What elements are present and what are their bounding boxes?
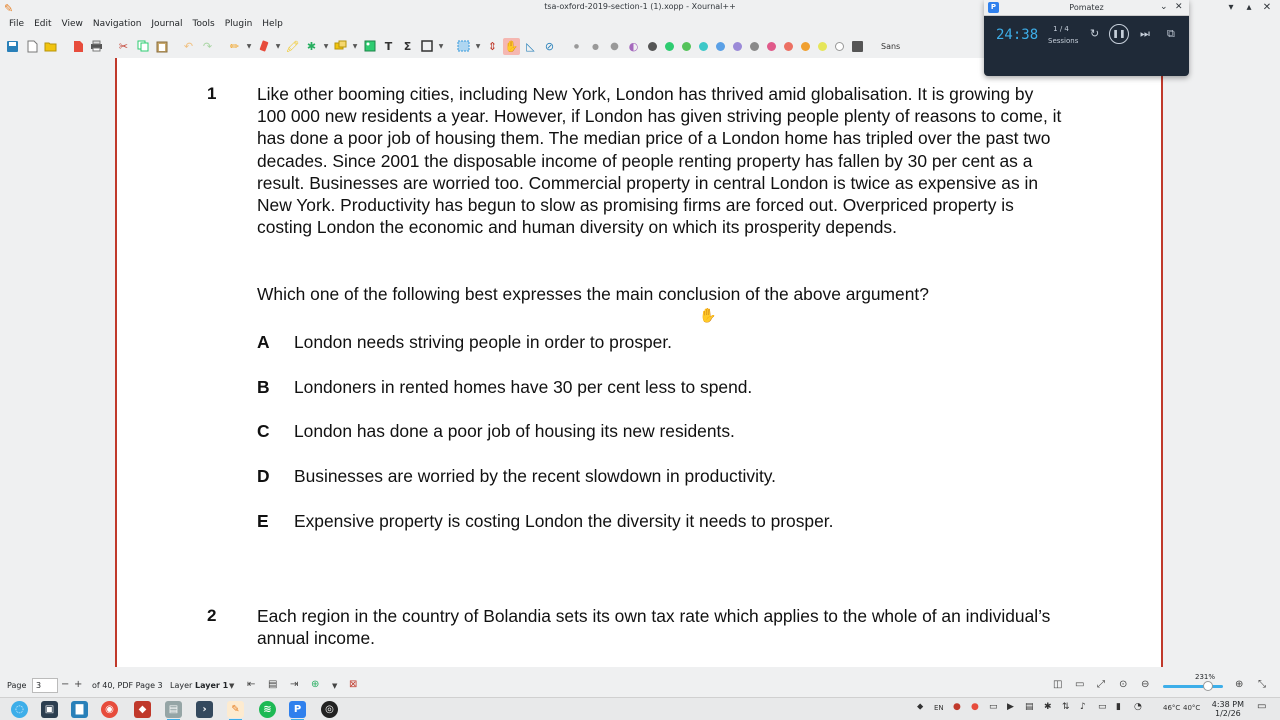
pen-dropdown-icon[interactable]: ▼ <box>246 42 252 50</box>
zoom-slider[interactable] <box>1163 685 1223 688</box>
option-text: Businesses are worried by the recent slowdown in productivity. <box>294 466 777 486</box>
copy-icon[interactable] <box>134 38 151 55</box>
zoom-out-icon[interactable]: ⊖ <box>1141 679 1150 690</box>
color-swatch[interactable] <box>818 42 827 51</box>
color-swatch[interactable] <box>835 42 844 51</box>
layer-dropdown-icon[interactable]: ▼ <box>229 682 235 690</box>
shape-dropdown-icon[interactable]: ▼ <box>323 42 329 50</box>
cpu-temp: 46°C <box>1163 704 1181 712</box>
clipboard-icon[interactable]: ▤ <box>1025 702 1034 712</box>
pause-button[interactable]: ❚❚ <box>1109 24 1129 44</box>
option-d <box>257 466 776 487</box>
page-increment-button[interactable]: + <box>74 679 83 690</box>
new-document-icon[interactable] <box>23 38 40 55</box>
session-label: Sessions <box>1048 37 1079 45</box>
add-page-dropdown-icon[interactable]: ▼ <box>332 682 338 690</box>
color-swatch[interactable] <box>682 42 691 51</box>
color-swatch[interactable] <box>733 42 742 51</box>
page-layout-icon[interactable]: ▤ <box>268 679 278 690</box>
clock-time: 4:38 PM <box>1211 700 1244 709</box>
color-swatch[interactable] <box>716 42 725 51</box>
page-number-input[interactable]: 3 <box>32 678 58 693</box>
tray-app-icon[interactable]: ▭ <box>989 702 998 712</box>
shape-tool-icon[interactable]: ✱ <box>306 39 317 53</box>
delete-page-icon[interactable]: ⊠ <box>349 679 358 690</box>
menu-tools[interactable]: Tools <box>192 19 215 29</box>
pomatez-sessions <box>1048 23 1079 47</box>
frame-icon[interactable] <box>418 38 435 55</box>
frame-dropdown-icon[interactable]: ▼ <box>438 42 444 50</box>
print-icon[interactable] <box>88 38 105 55</box>
notifications-icon[interactable]: ◔ <box>1134 702 1142 712</box>
xournal-icon[interactable]: ✎ <box>227 701 244 718</box>
image-icon[interactable] <box>361 38 378 55</box>
question-number: 2 <box>207 606 217 625</box>
paste-icon[interactable] <box>153 38 170 55</box>
terminal-icon[interactable]: ▣ <box>41 701 58 718</box>
question-passage: Like other booming cities, including New York, London has thrived amid globalisation. It is growing by 100 000 new residents a year. However, if London has given striving people plenty of reasons to come, it has done a poor job of housing them. The median price of a London home has tripled over the past two decades. Since 2001 the disposable income of people renting property has fallen by 30 per cent as a result. Businesses are worried too. Commercial property in central London is twice as expensive as in New York. Productivity has begun to slow as promising firms are forced out. Overpriced property is costing London the economic and human diversity on which its prosperity depends. <box>257 84 1062 238</box>
zoom-in-icon[interactable]: ⊕ <box>1235 679 1244 690</box>
option-text: London needs striving people in order to prosper. <box>294 332 673 352</box>
bluetooth-icon[interactable]: ✱ <box>1044 702 1052 712</box>
window-title: tsa-oxford-2019-section-1 (1).xopp - Xournal++ <box>544 2 736 11</box>
vertical-space-icon[interactable]: ⇕ <box>487 39 498 53</box>
option-b <box>257 377 752 398</box>
two-pages-icon[interactable]: ◫ <box>1053 679 1063 690</box>
first-page-icon[interactable]: ⇤ <box>247 679 256 690</box>
spotify-icon[interactable]: ≋ <box>259 701 276 718</box>
medium-stroke-icon[interactable]: ● <box>592 41 599 51</box>
color-swatch[interactable] <box>699 42 708 51</box>
tray-record-icon[interactable]: ● <box>953 702 961 712</box>
pomatez-titlebar <box>984 0 1189 16</box>
option-text: London has done a poor job of housing its new residents. <box>294 421 735 441</box>
color-swatch[interactable] <box>801 42 810 51</box>
fill-icon[interactable]: ◐ <box>628 39 639 53</box>
save-icon[interactable] <box>4 38 21 55</box>
document-page <box>115 58 1163 667</box>
eraser-icon[interactable] <box>255 38 272 55</box>
presentation-icon[interactable]: ▭ <box>1075 679 1085 690</box>
thin-stroke-icon[interactable]: ● <box>573 42 580 50</box>
expand-icon[interactable]: ⧉ <box>1167 27 1175 40</box>
pomatez-timer: 24:38 <box>996 27 1039 43</box>
files-icon[interactable]: ▤ <box>165 701 182 718</box>
minimize-button[interactable]: ▾ <box>1228 2 1234 13</box>
thick-stroke-icon[interactable]: ● <box>610 40 619 52</box>
fullscreen-icon[interactable]: ⤡ <box>1258 679 1266 690</box>
last-page-icon[interactable]: ⇥ <box>290 679 299 690</box>
color-palette <box>644 41 867 52</box>
option-letter: E <box>257 511 269 531</box>
show-desktop-icon[interactable]: ▭ <box>1257 701 1267 712</box>
taskbar <box>0 697 1280 720</box>
menu-edit[interactable]: Edit <box>34 19 52 29</box>
page-count: of 40, PDF Page 3 <box>92 681 163 690</box>
redo-icon[interactable]: ↷ <box>202 39 213 53</box>
option-letter: A <box>257 332 270 352</box>
open-folder-icon[interactable] <box>42 38 59 55</box>
color-swatch[interactable] <box>648 42 657 51</box>
question-number: 1 <box>207 84 217 103</box>
option-a <box>257 332 672 353</box>
battery-icon[interactable]: ▮ <box>1116 702 1121 712</box>
option-letter: D <box>257 466 270 486</box>
status-bar <box>0 673 1280 696</box>
color-swatch[interactable] <box>750 42 759 51</box>
compass-icon[interactable]: ⊘ <box>544 39 555 53</box>
latex-icon[interactable]: Σ <box>403 39 412 53</box>
zoom-slider-handle[interactable] <box>1203 681 1213 691</box>
zoom-level: 231% <box>1195 673 1216 681</box>
option-text: Londoners in rented homes have 30 per cent less to spend. <box>294 377 753 397</box>
maximize-button[interactable]: ▴ <box>1246 2 1252 13</box>
menu-journal[interactable]: Journal <box>151 19 183 29</box>
brave-icon[interactable]: ◆ <box>134 701 151 718</box>
highlighter-icon[interactable]: 🖍 <box>285 39 300 53</box>
option-c <box>257 421 735 442</box>
obs-icon[interactable]: ◎ <box>321 701 338 718</box>
language-indicator[interactable]: EN <box>934 704 944 712</box>
pomatez-widget <box>984 0 1189 76</box>
text-tool-icon[interactable]: T <box>384 39 393 53</box>
system-clock[interactable] <box>1212 700 1244 718</box>
network-icon[interactable]: ⇅ <box>1062 702 1070 712</box>
pen-icon[interactable]: ✏ <box>229 39 240 53</box>
page-label: Page <box>7 681 27 690</box>
eraser-dropdown-icon[interactable]: ▼ <box>275 42 281 50</box>
menu-help[interactable]: Help <box>262 19 283 29</box>
session-count: 1 / 4 <box>1053 25 1069 33</box>
grid-select-icon[interactable] <box>455 38 472 55</box>
volume-icon[interactable]: ♪ <box>1080 702 1086 712</box>
add-page-icon[interactable]: ⊕ <box>311 679 320 690</box>
console-icon[interactable]: › <box>196 701 213 718</box>
option-text: Expensive property is costing London the diversity it needs to prosper. <box>294 511 834 531</box>
xournal-logo-icon: ✎ <box>4 2 14 15</box>
color-swatch[interactable] <box>852 41 863 52</box>
select-tool-icon[interactable] <box>332 38 349 55</box>
page-decrement-button[interactable]: − <box>61 679 70 690</box>
layer-selector[interactable]: Layer 1 <box>195 681 229 690</box>
tray-expand-icon[interactable]: ⬥ <box>917 702 924 712</box>
main-toolbar <box>0 35 985 57</box>
gpu-temp: 40°C <box>1183 704 1201 712</box>
menu-view[interactable]: View <box>61 19 83 29</box>
menu-navigation[interactable]: Navigation <box>92 19 142 29</box>
ruler-icon[interactable]: ◺ <box>526 39 535 53</box>
font-selector[interactable]: Sans <box>881 41 901 51</box>
menu-plugin[interactable]: Plugin <box>224 19 253 29</box>
pomatez-close-icon[interactable]: ✕ <box>1175 2 1183 12</box>
hand-tool-icon[interactable]: ✋ <box>504 39 519 53</box>
color-swatch[interactable] <box>665 42 674 51</box>
reset-icon[interactable]: ↻ <box>1090 27 1100 40</box>
hand-cursor-icon: ✋ <box>699 308 717 324</box>
select-dropdown-icon[interactable]: ▼ <box>352 42 358 50</box>
document-canvas[interactable] <box>0 58 1280 667</box>
clock-date: 1/2/26 <box>1215 709 1241 718</box>
question-passage: Each region in the country of Bolandia sets its own tax rate which applies to the whole of an individual’s annual income. <box>257 606 1051 649</box>
chrome-icon[interactable]: ◉ <box>101 701 118 718</box>
cut-icon[interactable]: ✂ <box>118 39 129 53</box>
file-manager-icon[interactable]: ▇ <box>71 701 88 718</box>
zoom-100-icon[interactable]: ⊙ <box>1119 679 1128 690</box>
menu-file[interactable]: File <box>9 19 25 29</box>
layer-label: Layer <box>170 681 193 690</box>
undo-icon[interactable]: ↶ <box>183 39 194 53</box>
option-letter: B <box>257 377 270 397</box>
question-prompt: Which one of the following best expresses the main conclusion of the above argument? <box>257 284 929 304</box>
tray-red-dot-icon[interactable]: ● <box>971 702 979 712</box>
media-play-icon[interactable]: ▶ <box>1007 702 1014 712</box>
display-icon[interactable]: ▭ <box>1098 702 1107 712</box>
pomatez-minimize-icon[interactable]: ⌄ <box>1160 2 1168 12</box>
export-pdf-icon[interactable] <box>69 38 86 55</box>
pomatez-title: Pomatez <box>1069 3 1104 12</box>
skip-icon[interactable]: ⏭ <box>1140 27 1150 40</box>
app-launcher-icon[interactable]: ◌ <box>11 701 28 718</box>
pomatez-logo-icon: P <box>988 2 999 13</box>
color-swatch[interactable] <box>784 42 793 51</box>
zoom-fit-icon[interactable]: ⤢ <box>1097 679 1105 690</box>
option-e <box>257 511 833 532</box>
color-swatch[interactable] <box>767 42 776 51</box>
option-letter: C <box>257 421 270 441</box>
grid-dropdown-icon[interactable]: ▼ <box>475 42 481 50</box>
pomatez-icon[interactable]: P <box>289 701 306 718</box>
close-button[interactable]: ✕ <box>1262 2 1272 13</box>
